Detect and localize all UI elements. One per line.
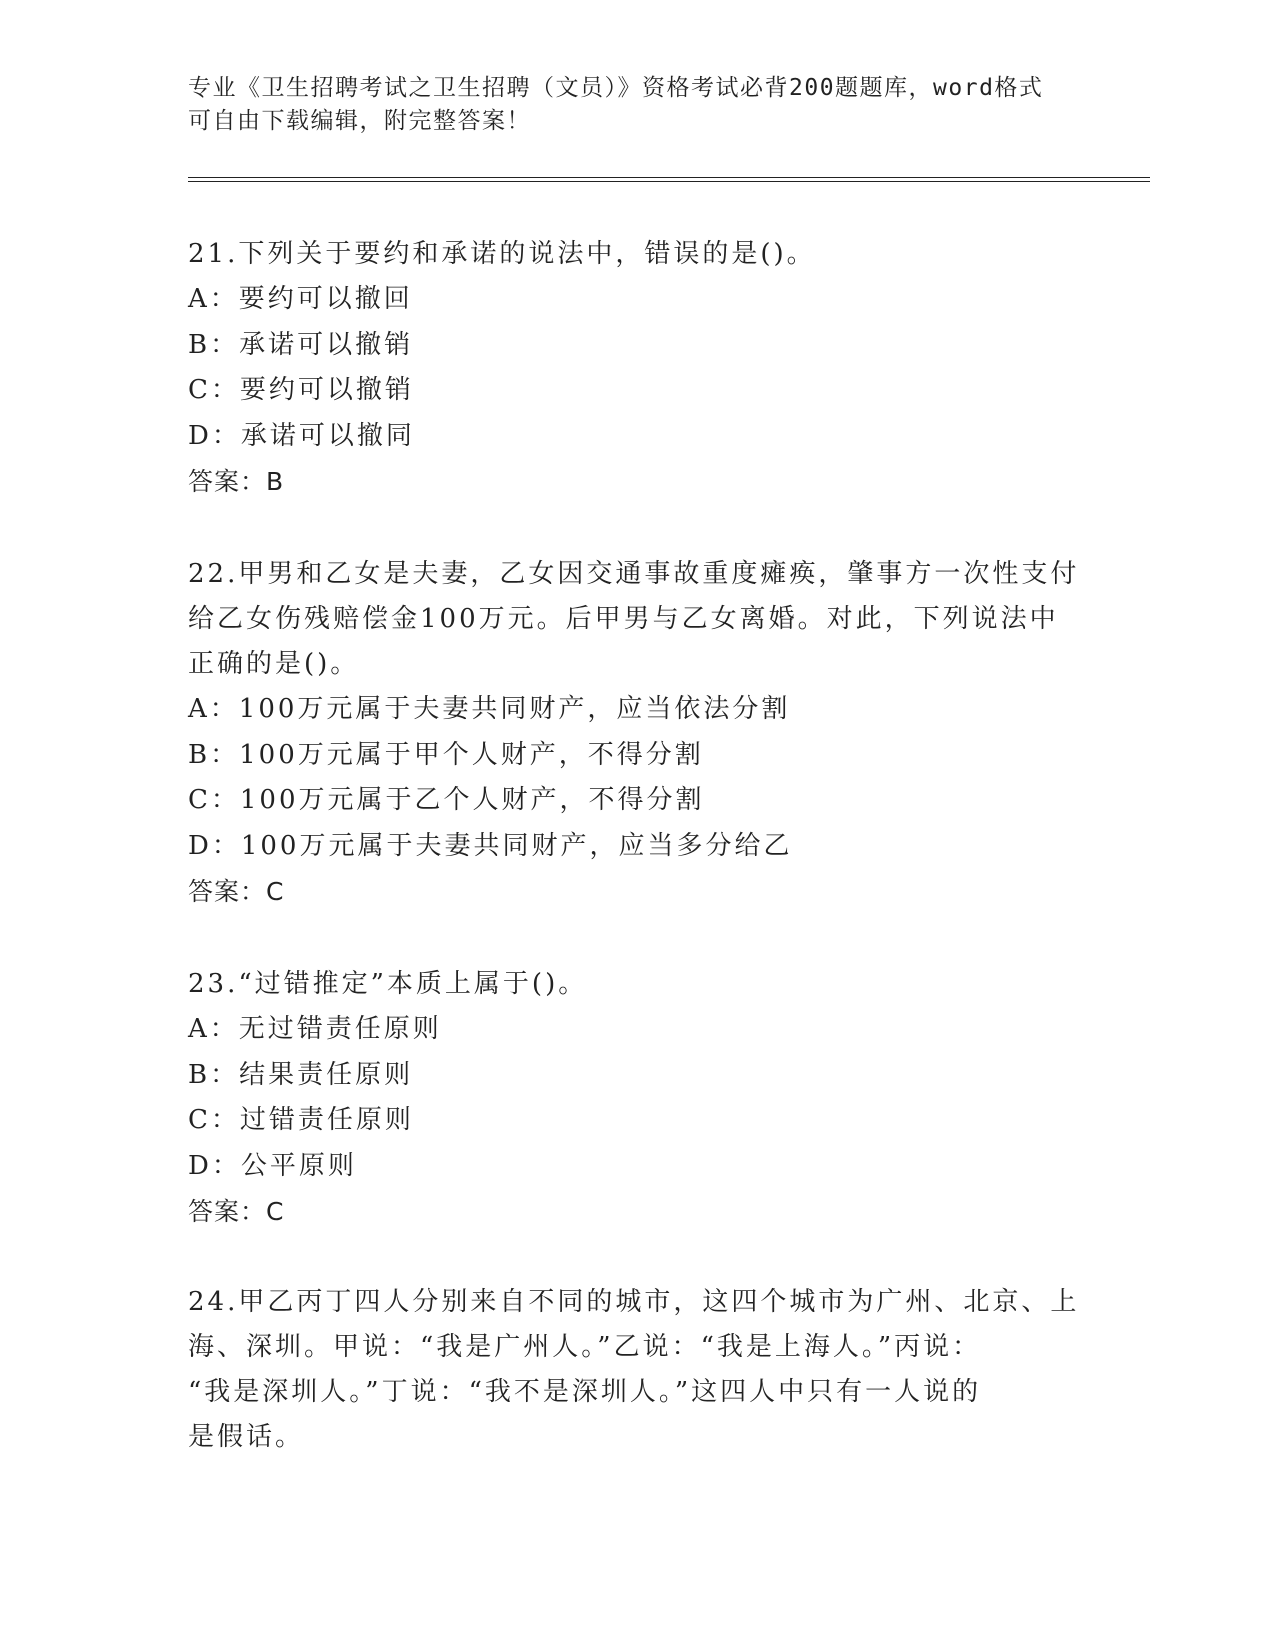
header-divider-bottom bbox=[188, 181, 1150, 182]
option-a: A：无过错责任原则 bbox=[188, 1014, 442, 1044]
header-line-2: 可自由下载编辑，附完整答案！ bbox=[188, 108, 531, 134]
answer: 答案：C bbox=[188, 877, 285, 906]
option-c: C：100万元属于乙个人财产，不得分割 bbox=[188, 785, 705, 815]
question-stem-line-2: 海、深圳。甲说：“我是广州人。”乙说：“我是上海人。”丙说： bbox=[188, 1332, 982, 1362]
header-line-1: 专业《卫生招聘考试之卫生招聘（文员）》资格考试必背200题题库，word格式 bbox=[188, 75, 1044, 101]
question-21 bbox=[188, 232, 1088, 504]
question-23 bbox=[188, 962, 1088, 1234]
question-stem-line-2: 给乙女伤残赔偿金100万元。后甲男与乙女离婚。对此，下列说法中 bbox=[188, 604, 1059, 634]
header-divider-top bbox=[188, 177, 1150, 178]
option-c: C：过错责任原则 bbox=[188, 1105, 414, 1135]
option-b: B：结果责任原则 bbox=[188, 1059, 414, 1090]
question-stem: 21.下列关于要约和承诺的说法中，错误的是()。 bbox=[188, 239, 816, 269]
option-b: B：100万元属于甲个人财产，不得分割 bbox=[188, 739, 704, 770]
option-c: C：要约可以撤销 bbox=[188, 375, 414, 405]
option-a: A：要约可以撤回 bbox=[188, 284, 413, 314]
option-a: A：100万元属于夫妻共同财产，应当依法分割 bbox=[188, 694, 791, 724]
question-22 bbox=[188, 552, 1088, 914]
question-stem-line-1: 24.甲乙丙丁四人分别来自不同的城市，这四个城市为广州、北京、上 bbox=[188, 1287, 1080, 1317]
option-b: B：承诺可以撤销 bbox=[188, 329, 414, 360]
question-stem-line-4: 是假话。 bbox=[188, 1422, 305, 1452]
option-d: D：100万元属于夫妻共同财产，应当多分给乙 bbox=[188, 830, 793, 861]
question-24 bbox=[188, 1280, 1088, 1460]
question-stem-line-3: 正确的是()。 bbox=[188, 649, 360, 679]
document-header bbox=[188, 72, 1088, 138]
answer: 答案：C bbox=[188, 1197, 285, 1226]
option-d: D：公平原则 bbox=[188, 1150, 357, 1181]
answer: 答案：B bbox=[188, 467, 285, 496]
option-d: D：承诺可以撤同 bbox=[188, 420, 415, 451]
question-stem-line-3: “我是深圳人。”丁说：“我不是深圳人。”这四人中只有一人说的 bbox=[188, 1377, 982, 1407]
question-stem: 23.“过错推定”本质上属于()。 bbox=[188, 969, 588, 999]
question-stem-line-1: 22.甲男和乙女是夫妻，乙女因交通事故重度瘫痪，肇事方一次性支付 bbox=[188, 559, 1080, 589]
